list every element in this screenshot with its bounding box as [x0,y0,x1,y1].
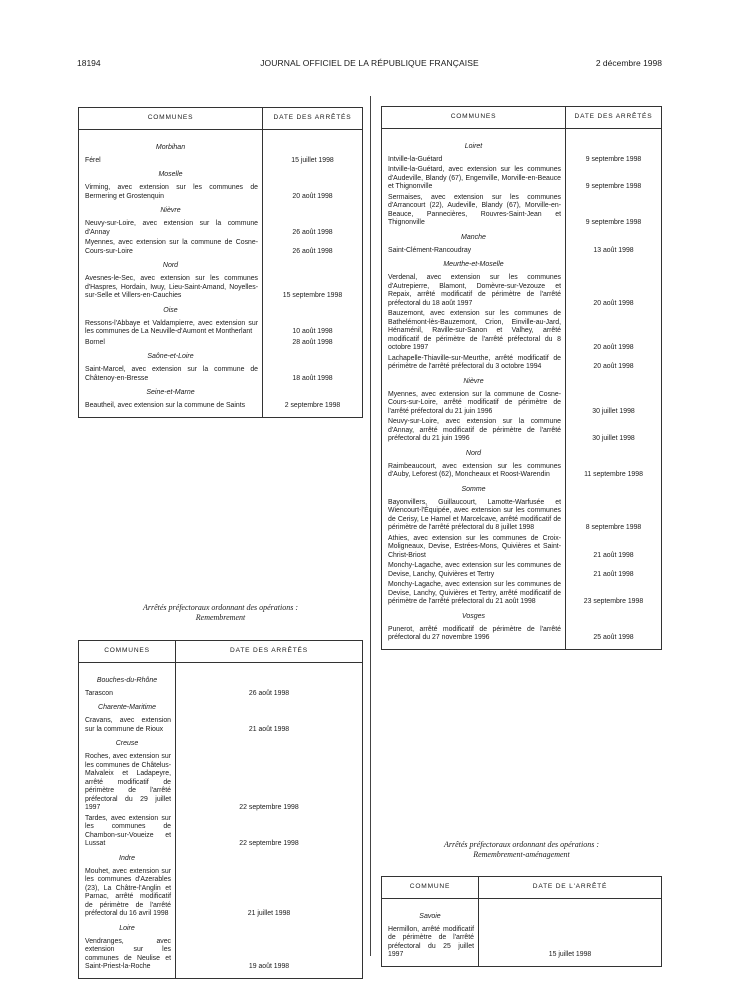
date-cell: 8 septembre 1998 [566,499,662,535]
table-row [382,166,662,194]
page-header [77,58,662,72]
table-row [79,868,363,921]
table-row [79,320,363,339]
caption-line-2: Remembrement-aménagement [473,850,570,859]
table-row [382,581,662,609]
date-cell: 26 août 1998 [263,220,363,239]
commune-cell: Tardes, avec extension sur les communes de Chambon-sur-Voueize et Lussat [85,814,171,847]
date-cell: 26 août 1998 [263,239,363,258]
department-heading-row [382,909,662,926]
column-header-communes: COMMUNES [79,108,263,130]
table-remembrement [78,640,363,979]
department-heading-row [382,257,662,274]
table-row [382,274,662,310]
table-row [79,690,363,701]
commune-cell: Cravans, avec extension sur la commune de Rioux [85,717,171,733]
date-cell: 15 juillet 1998 [263,157,363,168]
date-cell: 25 août 1998 [566,626,662,645]
table-row [79,157,363,168]
date-cell: 26 août 1998 [176,690,363,701]
department-heading: Loiret [464,142,483,150]
commune-cell: Sermaises, avec extension sur les communes d'Arrancourt (22), Audeville, Blandy (67), Morville-en-Beauce, Pannecières, Rouvres-Saint-Jean et Thignonville [388,193,561,226]
date-cell: 21 août 1998 [176,717,363,736]
commune-cell: Vendranges, avec extension sur les communes de Neulise et Saint-Priest-la-Roche [85,937,171,970]
department-heading-row [382,374,662,391]
table-row [382,156,662,167]
column-divider [370,96,371,956]
department-heading-row [382,230,662,247]
department-heading: Manche [461,233,486,241]
table-row [79,938,363,974]
table-remembrement-amenagement [381,876,662,967]
date-cell: 19 août 1998 [176,938,363,974]
commune-cell: Saint-Marcel, avec extension sur la commune de Châtenoy-en-Bresse [85,366,258,382]
commune-cell: Mouhet, avec extension sur les communes d'Azerables (23), La Châtre-l'Anglin et Parnac, arrêté modificatif de périmètre de l'arrêté préfectoral du 16 avril 1998 [85,867,171,917]
column-header-communes: COMMUNE [382,877,479,899]
table-remembrement-continued [78,107,363,418]
department-heading-row [79,700,363,717]
caption-line-1: Arrêtés préfectoraux ordonnant des opérations : [142,603,298,612]
commune-cell: Neuvy-sur-Loire, avec extension sur la commune d'Annay, arrêté modificatif de périmètre de l'arrêté préfectoral du 21 juin 1996 [388,418,561,442]
department-heading: Seine-et-Marne [146,389,195,397]
table-row [79,220,363,239]
column-header-date: DATE DE L'ARRÊTÉ [479,877,662,899]
table-row [79,753,363,815]
column-header-date: DATE DES ARRÊTÉS [263,108,363,130]
date-cell: 28 août 1998 [263,339,363,350]
caption-remembrement [78,603,363,623]
date-cell: 15 septembre 1998 [263,275,363,303]
department-heading-row [79,349,363,366]
department-heading: Bouches-du-Rhône [96,676,158,684]
commune-cell: Bornel [85,338,105,346]
page-number: 18194 [77,58,101,68]
date-cell: 20 août 1998 [566,310,662,355]
date-cell: 2 septembre 1998 [263,402,363,413]
date-cell: 23 septembre 1998 [566,581,662,609]
department-heading: Saône-et-Loire [147,353,194,361]
table-row [382,355,662,374]
date-cell: 10 août 1998 [263,320,363,339]
commune-cell: Tarascon [85,689,113,697]
table-row [382,310,662,355]
table-row [382,418,662,446]
column-header-date: DATE DES ARRÊTÉS [566,107,662,129]
commune-cell: Avesnes-le-Sec, avec extension sur les communes d'Haspres, Hordain, Iwuy, Lieu-Saint-Amand, Noyelles-sur-Selle et Villers-en-Cauchies [85,275,258,299]
department-heading: Savoie [419,912,441,920]
commune-cell: Saint-Clément-Rancoudray [388,246,472,254]
table-row [382,562,662,581]
date-cell: 20 août 1998 [566,274,662,310]
department-heading-row [79,140,363,157]
commune-cell: Bauzemont, avec extension sur les communes de Bathelémont-lès-Bauzemont, Crion, Einville-au-Jard, Hénaménil, Raville-sur-Sanon et Valhey, arrêté modificatif de périmètre de l'arrêté préfectoral du 8 octobre 1997 [388,310,561,351]
table-row [382,535,662,563]
table-row [79,717,363,736]
commune-cell: Roches, avec extension sur les communes de Châtelus-Malvaleix et Ladapeyre, arrêté modificatif de périmètre de l'arrêté préfectoral du 29 juillet 1997 [85,753,171,811]
department-heading: Nord [465,449,482,457]
commune-cell: Bayonvillers, Guillaucourt, Lamotte-Warfusée et Wiencourt-l'Équipée, avec extension sur les communes de Cerisy, Le Hamel et Marcelcave, arrêté modificatif de périmètre de l'arrêté préfectoral du 8 juillet 1998 [388,498,561,531]
table-header-row [79,108,363,130]
date-cell: 22 septembre 1998 [176,815,363,851]
column-header-communes: COMMUNES [382,107,566,129]
table-row [382,463,662,482]
department-heading-row [79,303,363,320]
table-header-row [79,641,363,663]
department-heading-row [79,167,363,184]
caption-line-1: Arrêtés préfectoraux ordonnant des opérations : [443,840,599,849]
department-heading-row [382,482,662,499]
department-heading: Moselle [158,171,183,179]
department-heading-row [79,736,363,753]
department-heading: Morbihan [155,143,186,151]
commune-cell: Athies, avec extension sur les communes de Croix-Moligneaux, Devise, Estrées-Mons, Quivières et Saint-Christ-Briost [388,534,561,559]
commune-cell: Hermillon, arrêté modificatif de périmètre de l'arrêté préfectoral du 25 juillet 1997 [388,925,474,958]
department-heading: Charente-Maritime [98,704,156,712]
commune-cell: Raimbeaucourt, avec extension sur les communes d'Auby, Leforest (62), Moncheaux et Roost-Warendin [388,462,561,478]
commune-cell: Virming, avec extension sur les communes de Bermering et Grostenquin [85,184,258,200]
table-row [79,184,363,203]
department-heading-row [79,385,363,402]
commune-cell: Monchy-Lagache, avec extension sur les communes de Devise, Lanchy, Quivières et Tertry, arrêté modificatif de périmètre de l'arrêté préfectoral du 21 août 1998 [388,581,561,605]
date-cell: 30 juillet 1998 [566,391,662,419]
date-cell: 21 juillet 1998 [176,868,363,921]
date-cell: 15 juillet 1998 [479,926,662,962]
table-header-row [382,107,662,129]
commune-cell: Beautheil, avec extension sur la commune de Saints [85,402,246,409]
table-row [382,626,662,645]
date-cell: 11 septembre 1998 [566,463,662,482]
table-row [382,926,662,962]
department-heading-row [382,446,662,463]
department-heading: Nièvre [160,207,181,215]
department-heading: Creuse [115,740,139,748]
date-cell: 21 août 1998 [566,535,662,563]
table-header-row [382,877,662,899]
column-header-date: DATE DES ARRÊTÉS [176,641,363,663]
department-heading: Oise [163,306,178,314]
table-row [382,499,662,535]
caption-remembrement-amenagement [381,840,662,860]
commune-cell: Myennes, avec extension sur la commune de Cosne-Cours-sur-Loire [85,239,258,255]
date-cell: 22 septembre 1998 [176,753,363,815]
date-cell: 18 août 1998 [263,366,363,385]
commune-cell: Intville-la-Guétard, avec extension sur les communes d'Audeville, Blandy (67), Engenville, Morville-en-Beauce et Thignonville [388,166,561,190]
date-cell: 9 septembre 1998 [566,166,662,194]
commune-cell: Punerot, arrêté modificatif de périmètre de l'arrêté préfectoral du 27 novembre 1996 [388,625,561,641]
publication-date: 2 décembre 1998 [595,58,662,68]
department-heading-row [382,609,662,626]
commune-cell: Ressons-l'Abbaye et Valdampierre, avec extension sur les communes de La Neuville-d'Aumont et Montherlant [85,319,258,335]
table-row [79,366,363,385]
date-cell: 9 septembre 1998 [566,194,662,230]
table-row [79,275,363,303]
commune-cell: Verdenal, avec extension sur les communes d'Autrepierre, Blamont, Domèvre-sur-Vezouze et Repaix, arrêté modificatif de périmètre de l'arrêté préfectoral du 18 août 1997 [388,274,561,307]
commune-cell: Intville-la-Guétard [388,155,443,163]
journal-title: JOURNAL OFFICIEL DE LA RÉPUBLIQUE FRANÇAISE [260,58,479,68]
date-cell: 20 août 1998 [263,184,363,203]
department-heading-row [79,203,363,220]
department-heading-row [79,851,363,868]
department-heading: Somme [461,485,486,493]
commune-cell: Neuvy-sur-Loire, avec extension sur la commune d'Annay [85,220,258,236]
department-heading: Vosges [461,612,486,620]
department-heading-row [382,139,662,156]
date-cell: 20 août 1998 [566,355,662,374]
department-heading: Loire [119,924,135,932]
table-row [382,194,662,230]
commune-cell: Monchy-Lagache, avec extension sur les communes de Devise, Lanchy, Quivières et Tertry [388,562,561,578]
column-header-communes: COMMUNES [79,641,176,663]
department-heading-row [79,258,363,275]
table-row [79,339,363,350]
commune-cell: Lachapelle-Thiaville-sur-Meurthe, arrêté modificatif de périmètre de l'arrêté préfectoral du 3 octobre 1994 [388,354,561,370]
department-heading: Nièvre [463,377,484,385]
department-heading-row [79,921,363,938]
date-cell: 9 septembre 1998 [566,156,662,167]
table-row [382,391,662,419]
department-heading: Indre [119,854,135,862]
date-cell: 13 août 1998 [566,247,662,258]
table-remembrement-right-continued [381,106,662,650]
caption-line-2: Remembrement [195,613,246,622]
table-row [382,247,662,258]
table-row [79,239,363,258]
department-heading: Meurthe-et-Moselle [443,261,504,269]
table-row [79,815,363,851]
department-heading-row [79,673,363,690]
department-heading: Nord [162,262,179,270]
date-cell: 30 juillet 1998 [566,418,662,446]
date-cell: 21 août 1998 [566,562,662,581]
commune-cell: Férel [85,156,101,164]
commune-cell: Myennes, avec extension sur la commune de Cosne-Cours-sur-Loire, arrêté modificatif de périmètre de l'arrêté préfectoral du 21 juin 1996 [388,390,561,415]
table-row [79,402,363,413]
